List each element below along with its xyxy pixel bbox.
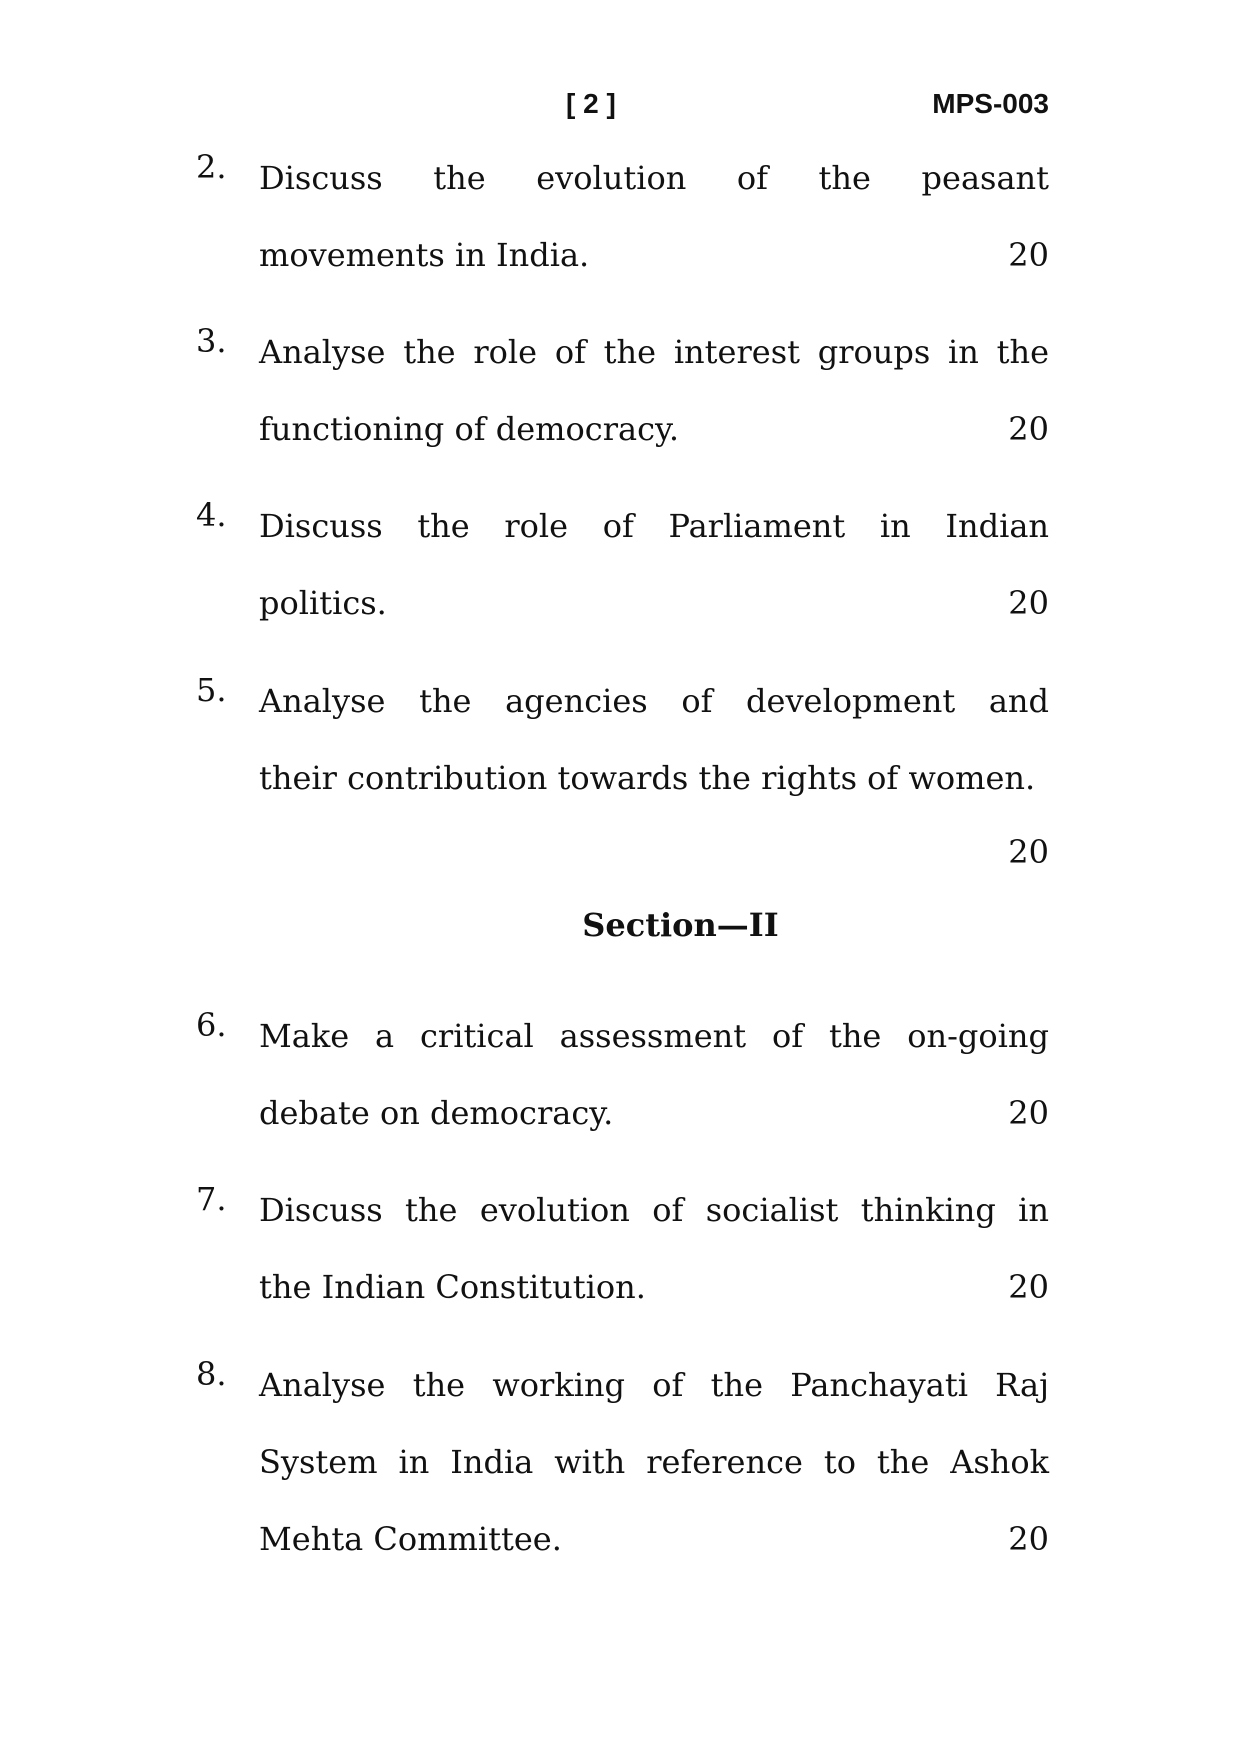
page-header	[0, 88, 1241, 128]
question-marks: 20	[1008, 833, 1049, 871]
question-marks: 20	[1008, 584, 1049, 622]
question-text-line-last	[259, 225, 1049, 302]
question-text-line-last	[259, 573, 1049, 650]
question-text-line: Make a critical assessment of the on-going	[259, 1017, 1049, 1055]
question-text: Mehta Committee.	[259, 1520, 562, 1558]
question-number: 2.	[196, 148, 227, 186]
question-marks: 20	[1008, 1520, 1049, 1558]
question-6	[196, 1006, 1049, 1160]
question-text-line-last	[259, 1257, 1049, 1334]
question-number: 5.	[196, 671, 227, 709]
question-number: 3.	[196, 322, 227, 360]
question-5	[196, 671, 1049, 871]
question-text: the Indian Constitution.	[259, 1268, 646, 1306]
question-number: 8.	[196, 1355, 227, 1393]
question-number: 4.	[196, 496, 227, 534]
page-number: [ 2 ]	[566, 88, 616, 119]
question-text-line: Analyse the agencies of development and	[259, 682, 1049, 720]
question-text-line: System in India with reference to the Ashok	[259, 1443, 1049, 1481]
question-number: 7.	[196, 1180, 227, 1218]
section-title: Section—II	[582, 906, 779, 944]
question-marks: 20	[1008, 236, 1049, 274]
question-text: functioning of democracy.	[259, 410, 679, 448]
question-text-line: Discuss the role of Parliament in Indian	[259, 507, 1049, 545]
question-text-line: Analyse the working of the Panchayati Raj	[259, 1366, 1049, 1404]
question-text-line-last	[259, 1509, 1049, 1586]
question-4	[196, 496, 1049, 650]
question-number: 6.	[196, 1006, 227, 1044]
question-7	[196, 1180, 1049, 1334]
question-marks: 20	[1008, 410, 1049, 448]
question-8	[196, 1355, 1049, 1586]
question-text-line: Analyse the role of the interest groups in the	[259, 333, 1049, 371]
question-marks: 20	[1008, 1268, 1049, 1306]
question-text-line: Discuss the evolution of the peasant	[259, 159, 1049, 197]
course-code: MPS-003	[932, 88, 1049, 119]
question-text: movements in India.	[259, 236, 590, 274]
question-text-line-last	[259, 399, 1049, 476]
question-text-line: Discuss the evolution of socialist thinking in	[259, 1191, 1049, 1229]
question-text: debate on democracy.	[259, 1094, 614, 1132]
question-text-line: their contribution towards the rights of women.	[259, 759, 1036, 797]
question-3	[196, 322, 1049, 476]
question-marks: 20	[1008, 1094, 1049, 1132]
question-2	[196, 148, 1049, 302]
question-text: politics.	[259, 584, 387, 622]
question-text-line-last	[259, 1083, 1049, 1160]
